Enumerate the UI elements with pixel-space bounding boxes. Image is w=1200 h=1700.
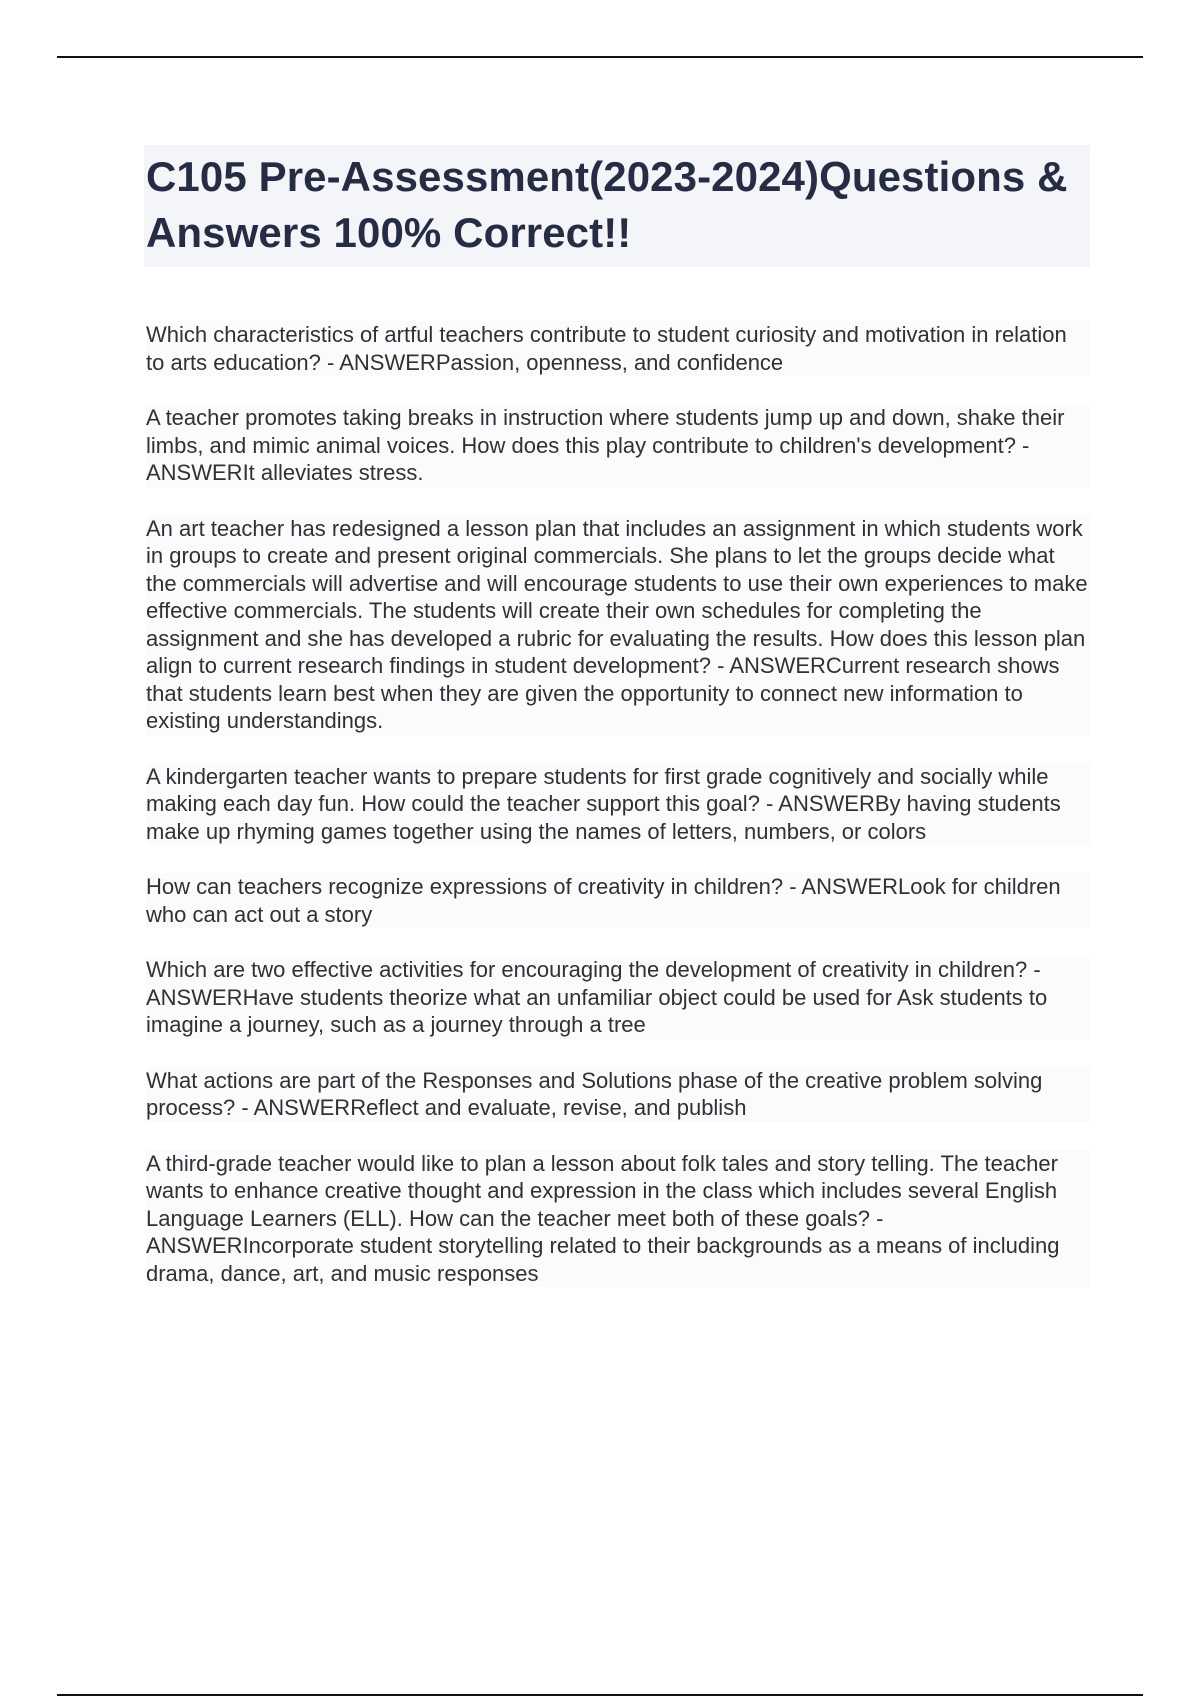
qa-item [146,873,1090,928]
answer-separator: - ANSWER [711,653,826,678]
answer-text: Have students theorize what an unfamiliar object could be used for Ask students to imagine a journey, such as a journey through a tree [146,984,1048,1037]
answer-separator: - ANSWER [235,1095,351,1120]
document-body [144,145,1089,1315]
answer-separator: - ANSWER [759,791,875,816]
question-text: Which are two effective activities for encouraging the development of creativity in children? [146,957,1028,982]
answer-separator: - ANSWER [146,432,1030,485]
answer-text: Look for children who can act out a story [146,874,1061,927]
question-text: How can teachers recognize expressions of creativity in children? [146,874,784,899]
answer-text: Incorporate student storytelling related to their backgrounds as a means of including drama, dance, art, and music responses [146,1233,1060,1286]
qa-item [146,515,1090,735]
question-text: Which characteristics of artful teachers contribute to student curiosity and motivation in relation to arts education? [146,322,1067,375]
top-rule [57,56,1143,58]
qa-item [146,404,1090,487]
answer-text: It alleviates stress. [242,460,424,485]
document-title: C105 Pre-Assessment(2023-2024)Questions & Answers 100% Correct!! [146,153,1068,256]
qa-list [144,321,1089,1287]
answer-text: Current research shows that students learn best when they are given the opportunity to connect new information to existing understandings. [146,653,1060,733]
answer-separator: - ANSWER [146,1205,884,1258]
question-text: An art teacher has redesigned a lesson plan that includes an assignment in which students work in groups to create and present original commercials. She plans to let the groups decide what the commercials will advertise and will encourage students to use their own experiences to make effective commercials. The students will create their own schedules for completing the assignment and she has developed a rubric for evaluating the results. How does this lesson plan align to current research findings in student development? [146,515,1088,678]
answer-text: Passion, openness, and confidence [435,349,784,375]
qa-item [146,321,1090,376]
qa-item [146,956,1090,1039]
question-text: A third-grade teacher would like to plan a lesson about folk tales and story telling. The teacher wants to enhance creative thought and expression in the class which includes several English Language Learners (ELL). How can the teacher meet both of these goals? [146,1150,1058,1231]
question-text: A kindergarten teacher wants to prepare students for first grade cognitively and socially while making each day fun. How could the teacher support this goal? [146,763,1049,816]
title-block [144,145,1090,267]
qa-item [146,1150,1090,1288]
bottom-rule [57,1694,1143,1696]
answer-separator: - ANSWER [783,874,898,899]
answer-separator: - ANSWER [146,957,1041,1010]
question-text: What actions are part of the Responses and Solutions phase of the creative problem solving process? [146,1067,1043,1120]
question-text: A teacher promotes taking breaks in instruction where students jump up and down, shake their limbs, and mimic animal voices. How does this play contribute to children's development? [146,405,1065,458]
answer-separator: - ANSWER [320,349,436,375]
answer-text: Reflect and evaluate, revise, and publish [350,1095,747,1120]
qa-item [146,1067,1090,1122]
qa-item [146,763,1090,846]
answer-text: By having students make up rhyming games together using the names of letters, numbers, or colors [146,791,1061,844]
